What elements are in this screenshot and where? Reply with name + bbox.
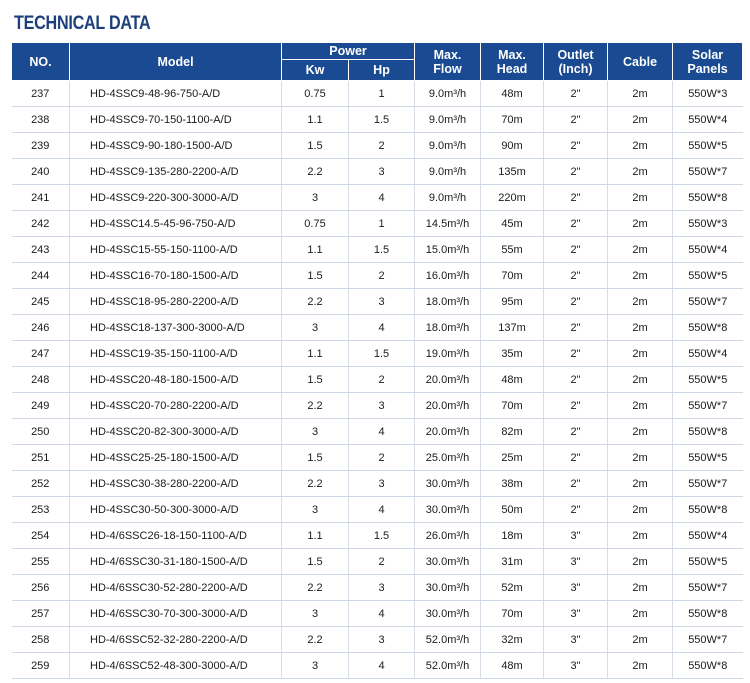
cell-model: HD-4SSC9-70-150-1100-A/D — [70, 107, 282, 133]
cell-hp: 3 — [349, 471, 415, 497]
technical-data-table — [11, 42, 743, 679]
cell-outlet: 2" — [544, 497, 608, 523]
cell-no: 242 — [12, 211, 70, 237]
cell-hp: 3 — [349, 393, 415, 419]
cell-outlet: 2" — [544, 341, 608, 367]
cell-model: HD-4SSC20-48-180-1500-A/D — [70, 367, 282, 393]
cell-model: HD-4SSC19-35-150-1100-A/D — [70, 341, 282, 367]
header-no: NO. — [12, 43, 70, 81]
cell-flow: 18.0m³/h — [415, 315, 481, 341]
cell-model: HD-4SSC9-48-96-750-A/D — [70, 81, 282, 107]
cell-outlet: 2" — [544, 419, 608, 445]
cell-outlet: 2" — [544, 237, 608, 263]
cell-solar-panels: 550W*7 — [673, 575, 743, 601]
cell-cable: 2m — [608, 107, 673, 133]
cell-cable: 2m — [608, 367, 673, 393]
cell-model: HD-4SSC18-95-280-2200-A/D — [70, 289, 282, 315]
cell-no: 258 — [12, 627, 70, 653]
table-row — [12, 523, 743, 549]
cell-model: HD-4SSC25-25-180-1500-A/D — [70, 445, 282, 471]
cell-no: 250 — [12, 419, 70, 445]
cell-kw: 2.2 — [282, 471, 349, 497]
cell-flow: 15.0m³/h — [415, 237, 481, 263]
cell-outlet: 2" — [544, 159, 608, 185]
cell-cable: 2m — [608, 471, 673, 497]
cell-no: 245 — [12, 289, 70, 315]
table-row — [12, 341, 743, 367]
cell-cable: 2m — [608, 419, 673, 445]
cell-cable: 2m — [608, 523, 673, 549]
cell-hp: 1.5 — [349, 341, 415, 367]
cell-solar-panels: 550W*5 — [673, 549, 743, 575]
cell-flow: 52.0m³/h — [415, 627, 481, 653]
cell-hp: 4 — [349, 315, 415, 341]
cell-model: HD-4/6SSC30-31-180-1500-A/D — [70, 549, 282, 575]
cell-kw: 1.5 — [282, 549, 349, 575]
cell-outlet: 2" — [544, 393, 608, 419]
cell-cable: 2m — [608, 315, 673, 341]
table-row — [12, 107, 743, 133]
cell-head: 70m — [481, 107, 544, 133]
cell-kw: 3 — [282, 419, 349, 445]
cell-cable: 2m — [608, 627, 673, 653]
cell-kw: 0.75 — [282, 211, 349, 237]
cell-model: HD-4SSC9-90-180-1500-A/D — [70, 133, 282, 159]
cell-cable: 2m — [608, 237, 673, 263]
cell-flow: 20.0m³/h — [415, 367, 481, 393]
cell-model: HD-4/6SSC52-48-300-3000-A/D — [70, 653, 282, 679]
cell-solar-panels: 550W*4 — [673, 523, 743, 549]
cell-outlet: 3" — [544, 601, 608, 627]
cell-kw: 2.2 — [282, 159, 349, 185]
cell-cable: 2m — [608, 601, 673, 627]
header-model: Model — [70, 43, 282, 81]
cell-no: 257 — [12, 601, 70, 627]
cell-solar-panels: 550W*8 — [673, 653, 743, 679]
cell-flow: 30.0m³/h — [415, 497, 481, 523]
cell-flow: 26.0m³/h — [415, 523, 481, 549]
cell-no: 255 — [12, 549, 70, 575]
cell-solar-panels: 550W*7 — [673, 159, 743, 185]
header-solar-line1: Solar — [691, 47, 724, 62]
table-row — [12, 159, 743, 185]
cell-head: 52m — [481, 575, 544, 601]
cell-kw: 2.2 — [282, 575, 349, 601]
header-outlet-line1: Outlet — [557, 47, 594, 62]
cell-hp: 1.5 — [349, 107, 415, 133]
cell-kw: 3 — [282, 315, 349, 341]
cell-kw: 1.1 — [282, 341, 349, 367]
cell-cable: 2m — [608, 263, 673, 289]
cell-model: HD-4/6SSC52-32-280-2200-A/D — [70, 627, 282, 653]
cell-outlet: 2" — [544, 81, 608, 107]
cell-cable: 2m — [608, 133, 673, 159]
cell-flow: 9.0m³/h — [415, 159, 481, 185]
table-body — [12, 81, 743, 679]
cell-outlet: 2" — [544, 263, 608, 289]
table-row — [12, 549, 743, 575]
cell-solar-panels: 550W*4 — [673, 341, 743, 367]
cell-flow: 30.0m³/h — [415, 549, 481, 575]
table-row — [12, 497, 743, 523]
cell-no: 243 — [12, 237, 70, 263]
cell-solar-panels: 550W*7 — [673, 627, 743, 653]
cell-cable: 2m — [608, 81, 673, 107]
cell-cable: 2m — [608, 497, 673, 523]
cell-kw: 2.2 — [282, 627, 349, 653]
cell-flow: 20.0m³/h — [415, 393, 481, 419]
table-row — [12, 575, 743, 601]
cell-head: 31m — [481, 549, 544, 575]
table-row — [12, 471, 743, 497]
header-hp: Hp — [349, 60, 415, 81]
cell-outlet: 3" — [544, 549, 608, 575]
table-row — [12, 81, 743, 107]
cell-hp: 2 — [349, 549, 415, 575]
cell-head: 70m — [481, 393, 544, 419]
cell-hp: 4 — [349, 497, 415, 523]
cell-solar-panels: 550W*8 — [673, 315, 743, 341]
cell-kw: 1.5 — [282, 133, 349, 159]
cell-no: 252 — [12, 471, 70, 497]
cell-cable: 2m — [608, 549, 673, 575]
table-row — [12, 393, 743, 419]
cell-kw: 3 — [282, 601, 349, 627]
table-row — [12, 367, 743, 393]
cell-no: 244 — [12, 263, 70, 289]
cell-kw: 0.75 — [282, 81, 349, 107]
cell-model: HD-4SSC30-38-280-2200-A/D — [70, 471, 282, 497]
cell-model: HD-4SSC15-55-150-1100-A/D — [70, 237, 282, 263]
table-row — [12, 627, 743, 653]
cell-flow: 52.0m³/h — [415, 653, 481, 679]
cell-flow: 19.0m³/h — [415, 341, 481, 367]
cell-outlet: 2" — [544, 133, 608, 159]
cell-solar-panels: 550W*3 — [673, 211, 743, 237]
cell-head: 82m — [481, 419, 544, 445]
cell-no: 259 — [12, 653, 70, 679]
cell-head: 95m — [481, 289, 544, 315]
cell-head: 48m — [481, 653, 544, 679]
cell-solar-panels: 550W*5 — [673, 367, 743, 393]
cell-model: HD-4/6SSC26-18-150-1100-A/D — [70, 523, 282, 549]
cell-hp: 2 — [349, 367, 415, 393]
cell-cable: 2m — [608, 575, 673, 601]
cell-flow: 30.0m³/h — [415, 575, 481, 601]
cell-cable: 2m — [608, 393, 673, 419]
cell-cable: 2m — [608, 341, 673, 367]
cell-no: 248 — [12, 367, 70, 393]
cell-hp: 4 — [349, 185, 415, 211]
cell-solar-panels: 550W*7 — [673, 393, 743, 419]
table-row — [12, 211, 743, 237]
cell-flow: 9.0m³/h — [415, 133, 481, 159]
header-max-head-line1: Max. — [498, 47, 526, 62]
cell-head: 70m — [481, 263, 544, 289]
cell-no: 247 — [12, 341, 70, 367]
cell-solar-panels: 550W*7 — [673, 471, 743, 497]
cell-head: 45m — [481, 211, 544, 237]
header-max-head-line2: Head — [496, 61, 528, 76]
cell-outlet: 2" — [544, 445, 608, 471]
cell-outlet: 2" — [544, 367, 608, 393]
cell-hp: 2 — [349, 263, 415, 289]
header-kw: Kw — [282, 60, 349, 81]
cell-flow: 9.0m³/h — [415, 185, 481, 211]
header-solar-panels — [673, 43, 743, 81]
table-row — [12, 653, 743, 679]
cell-cable: 2m — [608, 185, 673, 211]
cell-hp: 1 — [349, 81, 415, 107]
cell-flow: 9.0m³/h — [415, 81, 481, 107]
cell-solar-panels: 550W*4 — [673, 107, 743, 133]
table-row — [12, 185, 743, 211]
cell-flow: 16.0m³/h — [415, 263, 481, 289]
cell-solar-panels: 550W*8 — [673, 601, 743, 627]
cell-hp: 3 — [349, 289, 415, 315]
table-row — [12, 289, 743, 315]
cell-hp: 1.5 — [349, 237, 415, 263]
table-row — [12, 601, 743, 627]
header-max-flow-line1: Max. — [433, 47, 462, 62]
cell-no: 239 — [12, 133, 70, 159]
header-solar-line2: Panels — [687, 61, 728, 76]
cell-hp: 2 — [349, 445, 415, 471]
cell-model: HD-4SSC30-50-300-3000-A/D — [70, 497, 282, 523]
cell-model: HD-4/6SSC30-70-300-3000-A/D — [70, 601, 282, 627]
cell-model: HD-4SSC9-135-280-2200-A/D — [70, 159, 282, 185]
cell-head: 25m — [481, 445, 544, 471]
cell-head: 55m — [481, 237, 544, 263]
cell-hp: 3 — [349, 159, 415, 185]
cell-flow: 9.0m³/h — [415, 107, 481, 133]
cell-solar-panels: 550W*8 — [673, 497, 743, 523]
cell-head: 32m — [481, 627, 544, 653]
cell-no: 254 — [12, 523, 70, 549]
cell-kw: 1.1 — [282, 107, 349, 133]
cell-head: 48m — [481, 81, 544, 107]
cell-hp: 4 — [349, 419, 415, 445]
cell-cable: 2m — [608, 159, 673, 185]
cell-head: 135m — [481, 159, 544, 185]
cell-no: 238 — [12, 107, 70, 133]
cell-flow: 14.5m³/h — [415, 211, 481, 237]
table-row — [12, 237, 743, 263]
cell-head: 137m — [481, 315, 544, 341]
cell-kw: 1.5 — [282, 445, 349, 471]
cell-outlet: 2" — [544, 107, 608, 133]
cell-kw: 3 — [282, 653, 349, 679]
cell-flow: 18.0m³/h — [415, 289, 481, 315]
cell-outlet: 2" — [544, 185, 608, 211]
cell-head: 35m — [481, 341, 544, 367]
cell-hp: 1.5 — [349, 523, 415, 549]
cell-model: HD-4SSC14.5-45-96-750-A/D — [70, 211, 282, 237]
header-cable: Cable — [608, 43, 673, 81]
cell-no: 246 — [12, 315, 70, 341]
cell-flow: 20.0m³/h — [415, 419, 481, 445]
cell-kw: 1.1 — [282, 237, 349, 263]
cell-flow: 30.0m³/h — [415, 601, 481, 627]
cell-head: 50m — [481, 497, 544, 523]
cell-solar-panels: 550W*3 — [673, 81, 743, 107]
cell-outlet: 2" — [544, 471, 608, 497]
cell-model: HD-4SSC18-137-300-3000-A/D — [70, 315, 282, 341]
cell-no: 249 — [12, 393, 70, 419]
cell-no: 253 — [12, 497, 70, 523]
header-max-flow-line2: Flow — [433, 61, 462, 76]
cell-hp: 3 — [349, 627, 415, 653]
cell-cable: 2m — [608, 653, 673, 679]
cell-solar-panels: 550W*5 — [673, 263, 743, 289]
cell-outlet: 3" — [544, 575, 608, 601]
table-row — [12, 133, 743, 159]
cell-head: 48m — [481, 367, 544, 393]
cell-model: HD-4SSC20-70-280-2200-A/D — [70, 393, 282, 419]
cell-model: HD-4SSC20-82-300-3000-A/D — [70, 419, 282, 445]
cell-outlet: 3" — [544, 653, 608, 679]
cell-kw: 1.1 — [282, 523, 349, 549]
cell-head: 38m — [481, 471, 544, 497]
table-header — [12, 43, 743, 81]
header-power: Power — [282, 43, 415, 60]
cell-model: HD-4SSC9-220-300-3000-A/D — [70, 185, 282, 211]
cell-no: 237 — [12, 81, 70, 107]
cell-head: 90m — [481, 133, 544, 159]
header-outlet-line2: (Inch) — [558, 61, 593, 76]
cell-head: 18m — [481, 523, 544, 549]
table-row — [12, 263, 743, 289]
cell-model: HD-4SSC16-70-180-1500-A/D — [70, 263, 282, 289]
cell-no: 256 — [12, 575, 70, 601]
table-row — [12, 419, 743, 445]
cell-outlet: 3" — [544, 627, 608, 653]
cell-kw: 1.5 — [282, 263, 349, 289]
cell-outlet: 2" — [544, 211, 608, 237]
page-title: TECHNICAL DATA — [14, 13, 151, 34]
cell-no: 241 — [12, 185, 70, 211]
cell-solar-panels: 550W*4 — [673, 237, 743, 263]
cell-hp: 3 — [349, 575, 415, 601]
cell-outlet: 3" — [544, 523, 608, 549]
cell-solar-panels: 550W*5 — [673, 133, 743, 159]
table-row — [12, 445, 743, 471]
cell-kw: 3 — [282, 497, 349, 523]
cell-cable: 2m — [608, 445, 673, 471]
header-max-head — [481, 43, 544, 81]
cell-cable: 2m — [608, 211, 673, 237]
cell-flow: 25.0m³/h — [415, 445, 481, 471]
header-outlet — [544, 43, 608, 81]
cell-head: 220m — [481, 185, 544, 211]
cell-hp: 4 — [349, 601, 415, 627]
cell-outlet: 2" — [544, 315, 608, 341]
cell-hp: 2 — [349, 133, 415, 159]
cell-solar-panels: 550W*8 — [673, 185, 743, 211]
cell-no: 240 — [12, 159, 70, 185]
cell-kw: 2.2 — [282, 393, 349, 419]
cell-hp: 1 — [349, 211, 415, 237]
cell-cable: 2m — [608, 289, 673, 315]
cell-kw: 3 — [282, 185, 349, 211]
cell-model: HD-4/6SSC30-52-280-2200-A/D — [70, 575, 282, 601]
cell-solar-panels: 550W*5 — [673, 445, 743, 471]
cell-head: 70m — [481, 601, 544, 627]
cell-kw: 1.5 — [282, 367, 349, 393]
header-max-flow — [415, 43, 481, 81]
cell-solar-panels: 550W*8 — [673, 419, 743, 445]
cell-kw: 2.2 — [282, 289, 349, 315]
cell-outlet: 2" — [544, 289, 608, 315]
cell-hp: 4 — [349, 653, 415, 679]
cell-no: 251 — [12, 445, 70, 471]
cell-solar-panels: 550W*7 — [673, 289, 743, 315]
table-row — [12, 315, 743, 341]
cell-flow: 30.0m³/h — [415, 471, 481, 497]
